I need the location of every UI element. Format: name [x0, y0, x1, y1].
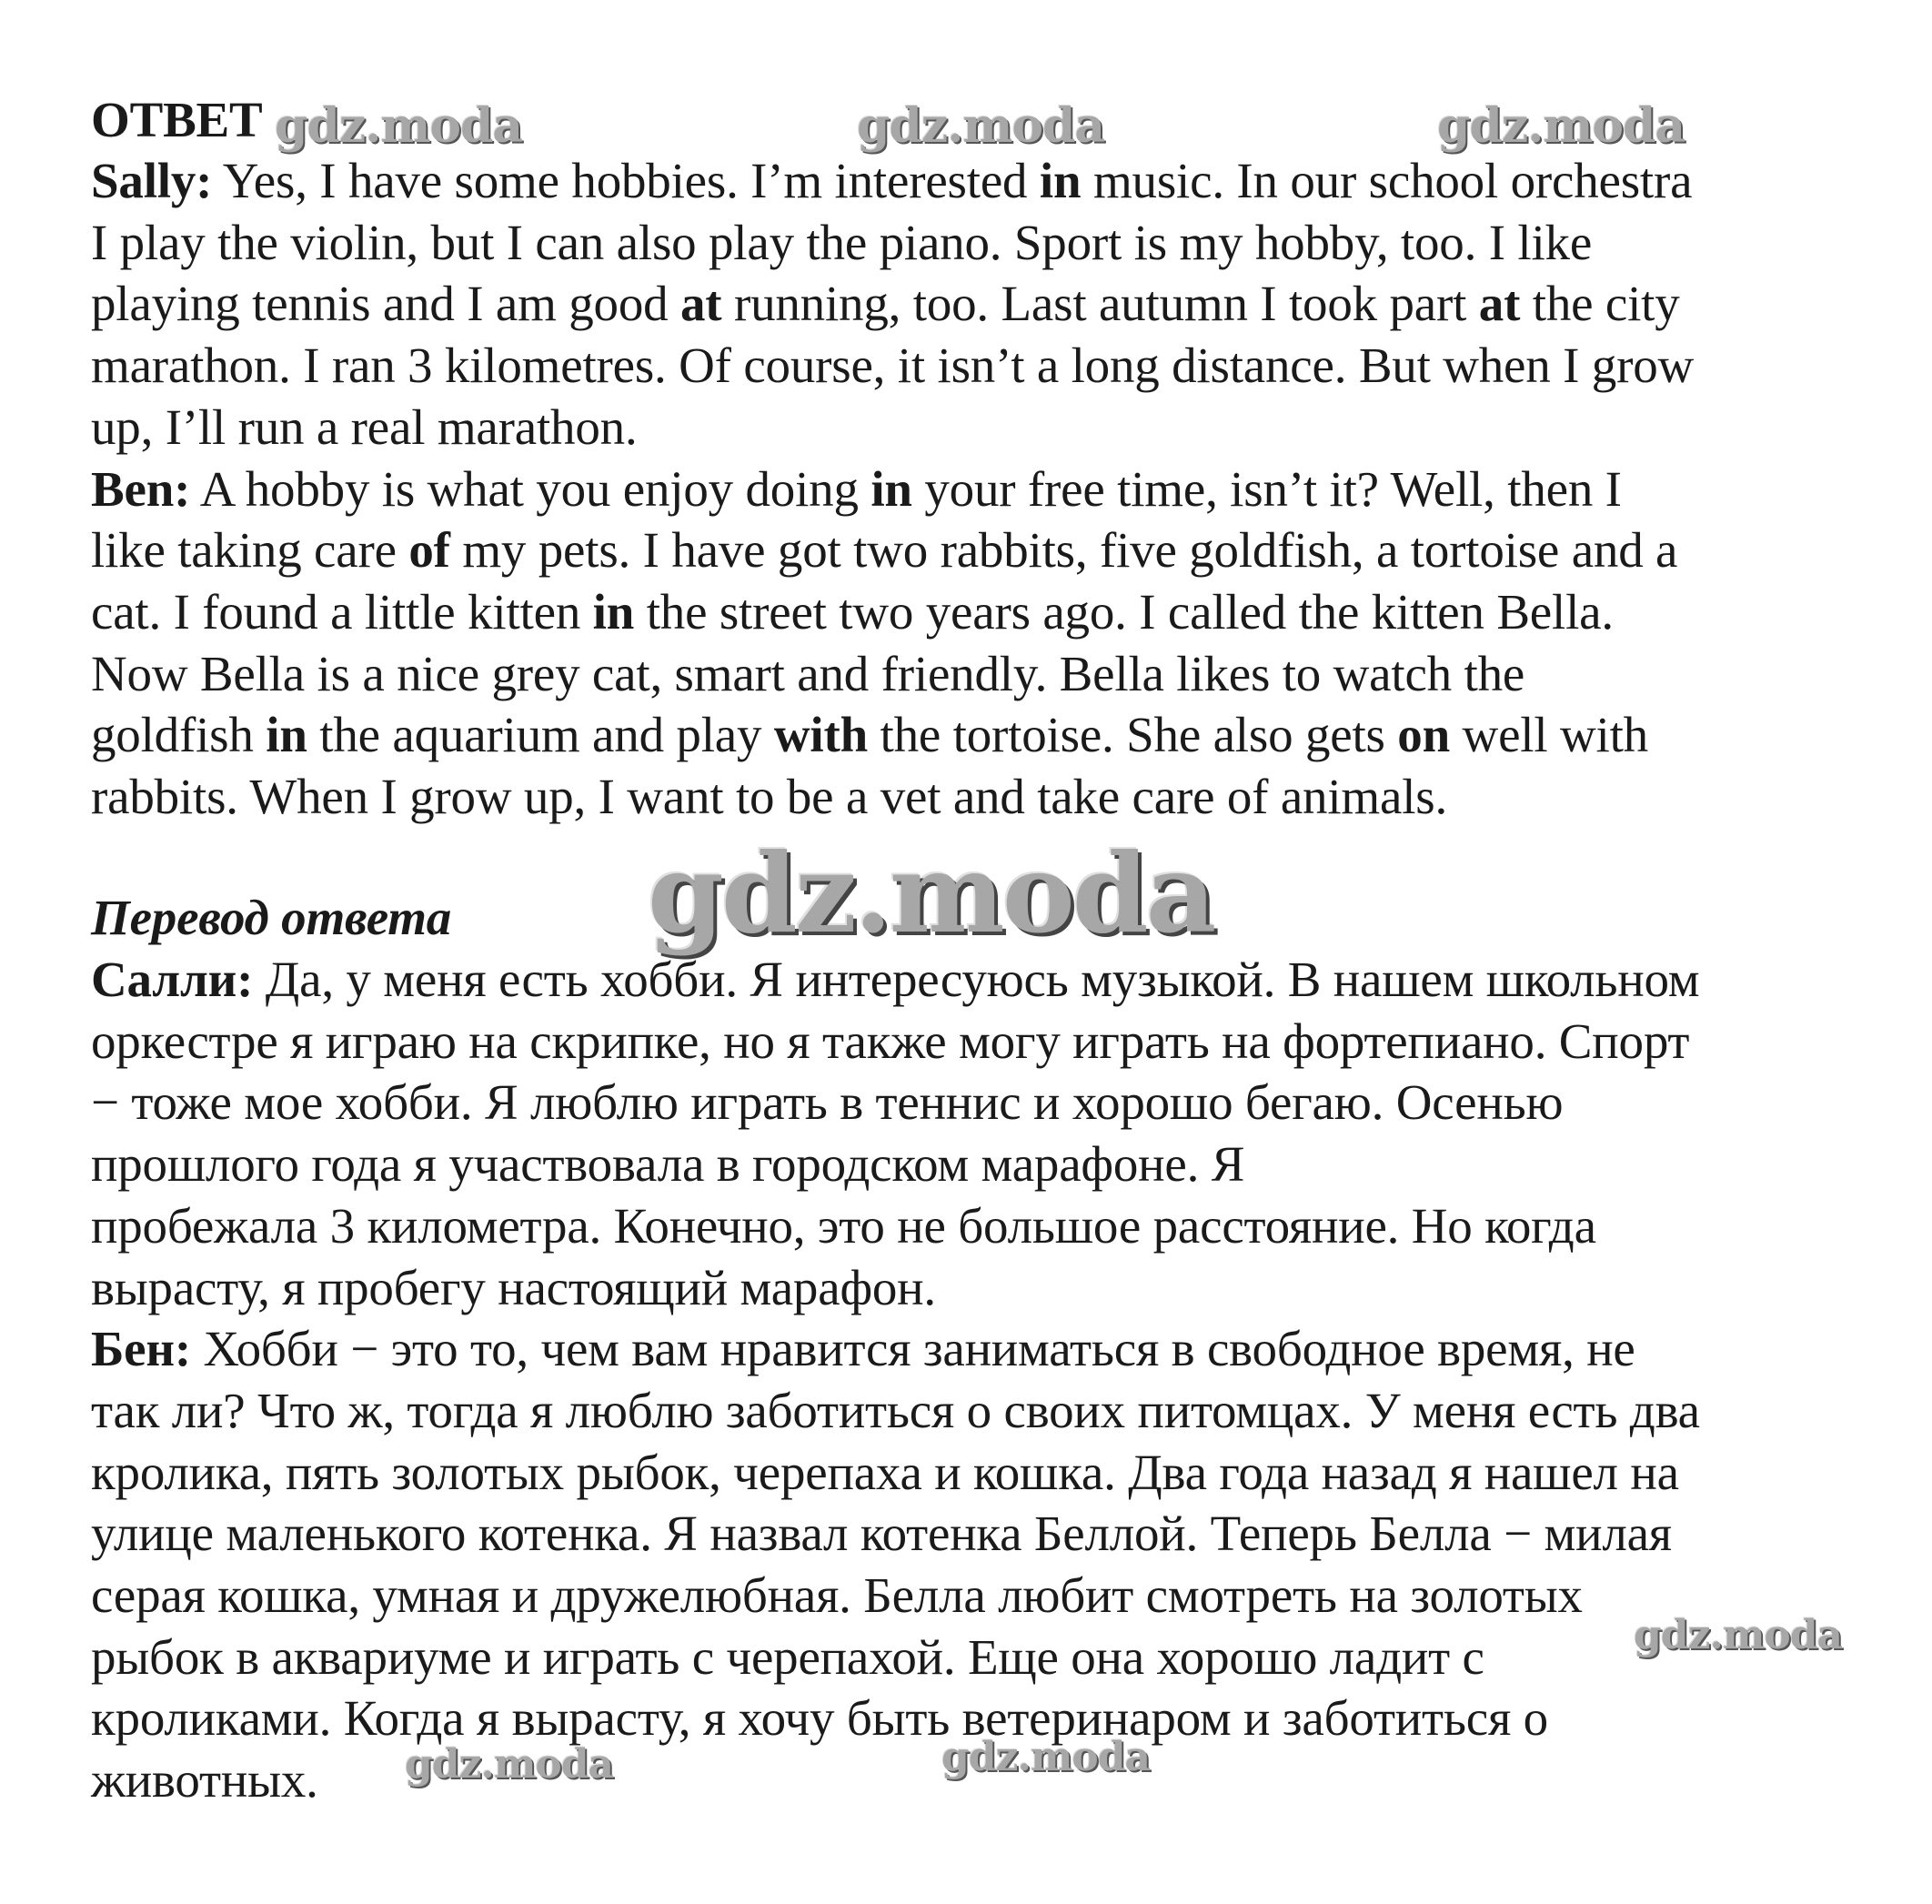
bold-word: Салли: — [91, 952, 254, 1007]
text-run: the street two years ago. I called the kitten Bella. — [634, 583, 1614, 640]
answer-line — [91, 766, 1447, 828]
text-run: прошлого года я участвовала в городском марафоне. Я — [91, 1136, 1245, 1193]
text-run: Yes, I have some hobbies. I’m interested — [212, 153, 1040, 208]
text-run: the tortoise. She also gets — [867, 707, 1398, 763]
bold-word: of — [408, 522, 450, 579]
translation-line — [91, 1195, 1596, 1257]
bold-word: at — [1478, 276, 1521, 332]
translation-line — [91, 1318, 1635, 1380]
text-run: rabbits. When I grow up, I want to be a vet and take care of animals. — [91, 769, 1448, 824]
text-run: кроликами. Когда я вырасту, я хочу быть ветеринаром и заботиться о — [91, 1690, 1548, 1747]
text-run: running, too. Last autumn I took part — [721, 276, 1479, 332]
text-run: Да, у меня есть хобби. Я интересуюсь музыкой. В нашем школьном — [253, 952, 1700, 1007]
text-run: пробежала 3 километра. Конечно, это не большое расстояние. Но когда — [91, 1197, 1596, 1254]
answer-heading: ОТВЕТ — [91, 92, 263, 147]
watermark: gdz.moda — [1437, 98, 1685, 154]
text-run: Now Bella is a nice grey cat, smart and friendly. Bella likes to watch the — [91, 645, 1525, 701]
translation-line — [91, 1072, 1563, 1133]
translation-line — [91, 1749, 318, 1811]
watermark: gdz.moda — [941, 1734, 1151, 1780]
answer-line — [91, 397, 638, 458]
bold-word: with — [773, 707, 868, 763]
bold-word: Бен: — [91, 1321, 191, 1377]
text-run: I play the violin, but I can also play the piano. Sport is my hobby, too. I like — [91, 214, 1593, 270]
watermark: gdz.moda — [405, 1741, 614, 1788]
watermark: gdz.moda — [275, 98, 523, 154]
translation-line — [91, 1133, 1244, 1195]
text-run: улице маленького котенка. Я назвал котенка Беллой. Теперь Белла − милая — [91, 1506, 1672, 1562]
text-run: playing tennis and I am good — [91, 276, 680, 332]
text-run: оркестре я играю на скрипке, но я также могу играть на фортепиано. Спорт — [91, 1012, 1690, 1069]
text-run: well with — [1450, 707, 1648, 763]
text-run: A hobby is what you enjoy doing — [190, 460, 871, 517]
translation-heading: Перевод ответа — [91, 890, 452, 945]
text-run: music. In our school orchestra — [1081, 153, 1693, 208]
text-run: так ли? Что ж, тогда я люблю заботиться о своих питомцах. У меня есть два — [91, 1382, 1700, 1438]
translation-line — [91, 1687, 1548, 1749]
bold-word: in — [1039, 153, 1082, 208]
bold-word: Ben: — [91, 460, 191, 517]
bold-word: in — [266, 707, 307, 763]
text-run: goldfish — [91, 707, 267, 763]
text-run: рыбок в аквариуме и играть с черепахой. Еще она хорошо ладит с — [91, 1628, 1484, 1685]
bold-word: Sally: — [91, 153, 213, 208]
text-run: − тоже мое хобби. Я люблю играть в теннис и хорошо бегаю. Осенью — [91, 1074, 1564, 1131]
translation-line — [91, 1565, 1583, 1627]
text-run: серая кошка, умная и дружелюбная. Белла любит смотреть на золотых — [91, 1567, 1583, 1623]
answer-line — [91, 150, 1692, 212]
text-run: up, I’ll run a real marathon. — [91, 398, 638, 455]
watermark: gdz.moda — [648, 830, 1214, 958]
translation-line — [91, 1380, 1700, 1442]
text-run: Хобби − это то, чем вам нравится заниматься в свободное время, не — [190, 1321, 1635, 1377]
text-run: my pets. I have got two rabbits, five goldfish, a tortoise and a — [449, 522, 1678, 579]
answer-line — [91, 212, 1592, 274]
translation-line — [91, 1257, 936, 1319]
watermark: gdz.moda — [1634, 1612, 1843, 1658]
answer-line — [91, 335, 1694, 397]
translation-line — [91, 1011, 1689, 1073]
translation-line — [91, 1627, 1484, 1688]
translation-line — [91, 1503, 1672, 1565]
answer-line — [91, 704, 1648, 766]
text-run: the city — [1520, 276, 1680, 332]
text-run: the aquarium and play — [307, 707, 774, 763]
text-run: like taking care — [91, 522, 409, 579]
answer-line — [91, 458, 1622, 520]
watermark: gdz.moda — [857, 98, 1105, 154]
bold-word: on — [1397, 707, 1450, 763]
text-run: вырасту, я пробегу настоящий марафон. — [91, 1259, 936, 1315]
text-run: cat. I found a little kitten — [91, 583, 593, 640]
answer-line — [91, 519, 1677, 581]
bold-word: in — [592, 583, 635, 640]
bold-word: in — [870, 460, 912, 517]
answer-line — [91, 581, 1614, 643]
text-run: кролика, пять золотых рыбок, черепаха и кошка. Два года назад я нашел на — [91, 1444, 1679, 1500]
translation-line — [91, 949, 1699, 1011]
answer-line — [91, 273, 1680, 335]
translation-line — [91, 1442, 1679, 1504]
text-run: marathon. I ran 3 kilometres. Of course, it isn’t a long distance. But when I grow — [91, 337, 1695, 394]
bold-word: at — [679, 276, 722, 332]
text-run: животных. — [91, 1752, 318, 1808]
answer-line — [91, 643, 1524, 705]
text-run: your free time, isn’t it? Well, then I — [911, 460, 1622, 517]
